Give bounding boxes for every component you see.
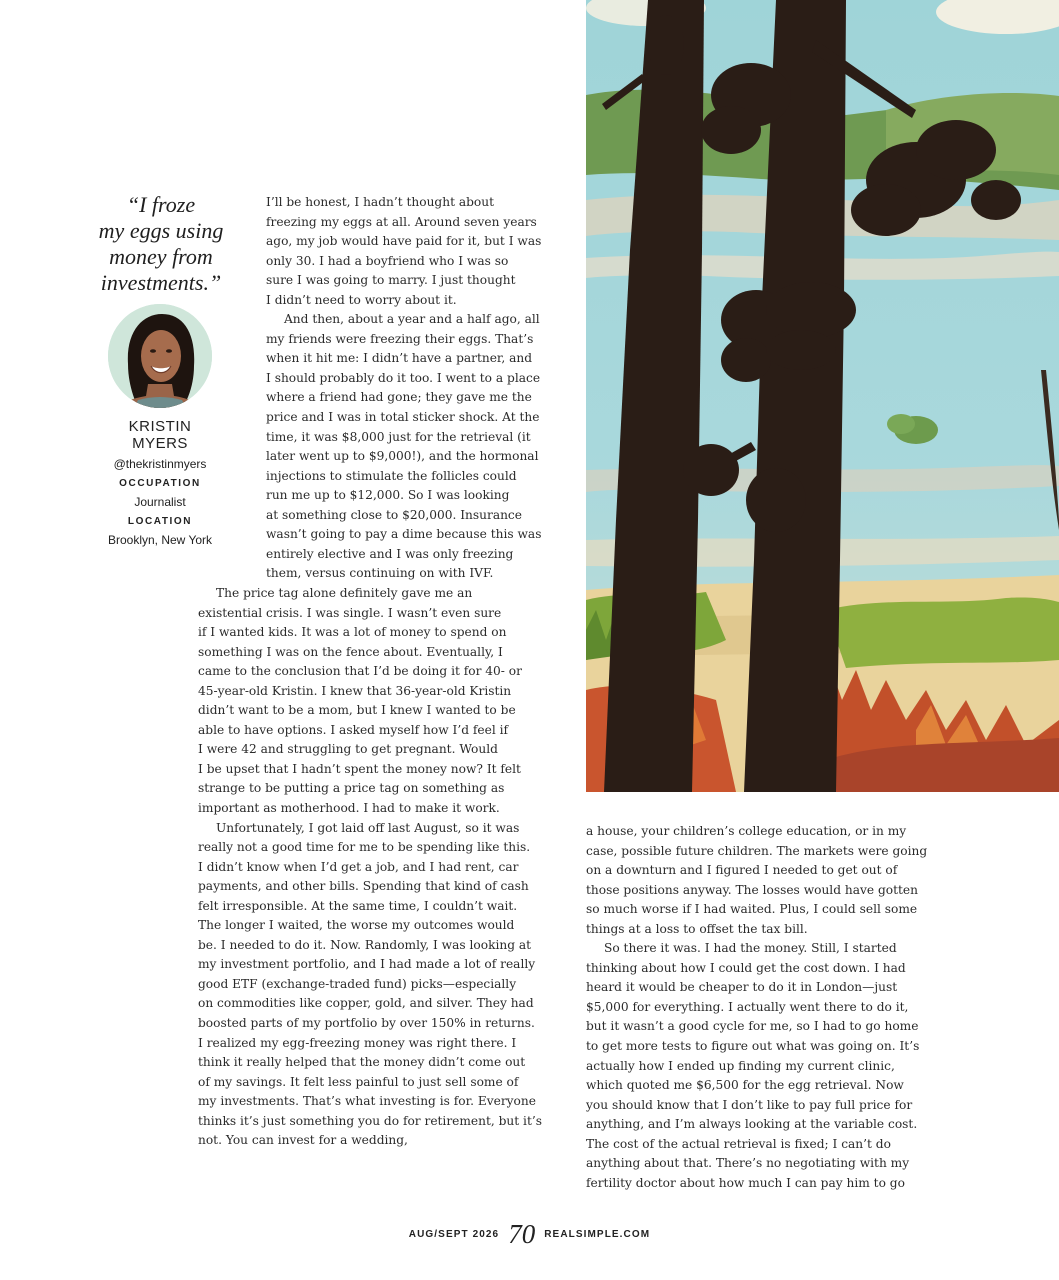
- text-line: boosted parts of my portfolio by over 150% in returns.: [198, 1016, 535, 1031]
- text-line: I were 42 and struggling to get pregnant. Would: [198, 742, 498, 757]
- text-line: my investments. That’s what investing is for. Everyone: [198, 1094, 536, 1109]
- portrait-photo: [108, 304, 212, 408]
- text-line: of my savings. It felt less painful to just sell some of: [198, 1074, 519, 1089]
- text-line: able to have options. I asked myself how I’d feel if: [198, 722, 509, 737]
- text-line: I’ll be honest, I hadn’t thought about: [266, 195, 495, 209]
- text-line: later went up to $9,000!), and the hormonal: [266, 449, 539, 464]
- pull-quote-line: investments.”: [100, 270, 222, 295]
- sidebar-quote: [88, 192, 234, 296]
- text-line: on a downturn and I figured I needed to get out of: [586, 863, 898, 878]
- text-line: something I was on the fence about. Eventually, I: [198, 644, 503, 659]
- text-line: I should probably do it too. I went to a place: [266, 370, 541, 385]
- text-line: on commodities like copper, gold, and silver. They had: [198, 996, 534, 1011]
- profile-info: [95, 418, 225, 550]
- text-line: injections to stimulate the follicles could: [266, 468, 517, 483]
- text-line: The longer I waited, the worse my outcomes would: [198, 918, 515, 933]
- pull-quote-line: my eggs using: [98, 218, 224, 243]
- tree-landscape-illustration: [586, 0, 1059, 792]
- text-line: I realized my egg-freezing money was right there. I: [198, 1035, 517, 1050]
- text-line: existential crisis. I was single. I wasn’t even sure: [198, 605, 502, 620]
- text-line: price and I was in total sticker shock. At the: [266, 410, 540, 425]
- text-line: at something close to $20,000. Insurance: [266, 507, 522, 522]
- pull-quote-line: money from: [109, 244, 213, 269]
- text-line: I be upset that I hadn’t spent the money now? It felt: [198, 761, 521, 776]
- text-line: And then, about a year and a half ago, all: [284, 312, 540, 327]
- occupation-label: OCCUPATION: [119, 478, 201, 489]
- text-line: ago, my job would have paid for it, but I was: [266, 234, 542, 249]
- article-column-2: [586, 822, 927, 1193]
- text-line: to get more tests to figure out what was going on. It’s: [586, 1039, 920, 1054]
- text-line: wasn’t going to pay a dime because this was: [266, 527, 542, 542]
- text-line: didn’t want to be a mom, but I knew I wanted to be: [198, 703, 516, 718]
- text-line: those positions anyway. The losses would have gotten: [586, 882, 918, 897]
- text-line: so much worse if I had waited. Plus, I could sell some: [586, 902, 918, 917]
- text-line: be. I needed to do it. Now. Randomly, I was looking at: [198, 937, 532, 952]
- text-line: good ETF (exchange-traded fund) picks—especially: [198, 976, 517, 991]
- text-line: my investment portfolio, and I had made a lot of really: [198, 957, 536, 972]
- person-name: [95, 418, 225, 452]
- text-line: payments, and other bills. Spending that kind of cash: [198, 879, 529, 894]
- text-line: anything, and I’m always looking at the variable cost.: [586, 1117, 918, 1132]
- occupation-value: Journalist: [134, 495, 186, 509]
- location-value: Brooklyn, New York: [107, 533, 213, 547]
- pull-quote: [88, 192, 234, 296]
- text-line: things at a loss to offset the tax bill.: [586, 921, 808, 936]
- article-column-1-bottom: [198, 584, 542, 1151]
- text-line: which quoted me $6,500 for the egg retrieval. Now: [586, 1078, 904, 1093]
- text-line: you should know that I don’t like to pay full price for: [586, 1097, 913, 1112]
- text-line: The price tag alone definitely gave me an: [216, 586, 473, 600]
- text-line: where a friend had gone; they gave me the: [266, 390, 532, 405]
- text-line: actually how I ended up finding my current clinic,: [586, 1058, 895, 1073]
- site-url: REALSIMPLE.COM: [544, 1228, 651, 1240]
- illustration: [586, 0, 1059, 792]
- text-line: $5,000 for everything. I actually went there to do it,: [586, 999, 909, 1014]
- text-line: heard it would be cheaper to do it in London—just: [586, 980, 898, 995]
- text-line: sure I was going to marry. I just thought: [266, 273, 516, 288]
- text-line: felt irresponsible. At the same time, I couldn’t wait.: [198, 898, 518, 913]
- text-line: I didn’t need to worry about it.: [266, 292, 457, 307]
- text-line: think it really helped that the money didn’t come out: [198, 1055, 526, 1070]
- text-line: my friends were freezing their eggs. That’s: [266, 331, 534, 346]
- text-line: if I wanted kids. It was a lot of money to spend on: [198, 625, 507, 640]
- social-handle: @thekristinmyers: [113, 457, 207, 471]
- text-line: thinking about how I could get the cost down. I had: [586, 960, 906, 975]
- text-line: run me up to $12,000. So I was looking: [266, 488, 510, 503]
- text-line: entirely elective and I was only freezing: [266, 546, 514, 561]
- pull-quote-line: “I froze: [126, 192, 196, 217]
- text-line: came to the conclusion that I’d be doing it for 40- or: [198, 664, 522, 679]
- text-line: 45-year-old Kristin. I knew that 36-year-old Kristin: [198, 683, 512, 698]
- page-number: 70: [508, 1218, 536, 1249]
- text-line: anything about that. There’s no negotiating with my: [586, 1156, 910, 1171]
- article-column-1-top: [266, 193, 541, 584]
- text-line: only 30. I had a boyfriend who I was so: [266, 253, 509, 268]
- text-line: fertility doctor about how much I can pay him to go: [586, 1175, 905, 1190]
- text-line: case, possible future children. The markets were going: [586, 843, 928, 858]
- text-line: thinks it’s just something you do for retirement, but it’s: [198, 1113, 542, 1128]
- text-line: really not a good time for me to be spending like this.: [198, 840, 531, 855]
- page-footer: [0, 1214, 1059, 1254]
- text-line: them, versus continuing on with IVF.: [266, 566, 494, 581]
- location-label: LOCATION: [127, 516, 193, 527]
- text-line: Unfortunately, I got laid off last August, so it was: [216, 820, 520, 835]
- text-line: time, it was $8,000 just for the retrieval (it: [266, 429, 531, 444]
- text-line: The cost of the actual retrieval is fixed; I can’t do: [586, 1136, 891, 1151]
- person-name-line: MYERS: [132, 435, 188, 452]
- text-line: important as motherhood. I had to make it work.: [198, 801, 500, 816]
- text-line: strange to be putting a price tag on something as: [198, 781, 505, 796]
- text-line: I didn’t know when I’d get a job, and I had rent, car: [198, 859, 519, 874]
- text-line: a house, your children’s college education, or in my: [586, 824, 907, 838]
- issue-date: AUG/SEPT 2026: [408, 1228, 500, 1240]
- text-line: So there it was. I had the money. Still, I started: [604, 941, 897, 956]
- text-line: not. You can invest for a wedding,: [198, 1133, 408, 1148]
- text-line: freezing my eggs at all. Around seven years: [266, 214, 537, 229]
- text-line: when it hit me: I didn’t have a partner, and: [266, 351, 533, 366]
- text-line: but it wasn’t a good cycle for me, so I had to go home: [586, 1019, 919, 1034]
- person-name-line: KRISTIN: [128, 418, 192, 435]
- avatar: [108, 304, 212, 408]
